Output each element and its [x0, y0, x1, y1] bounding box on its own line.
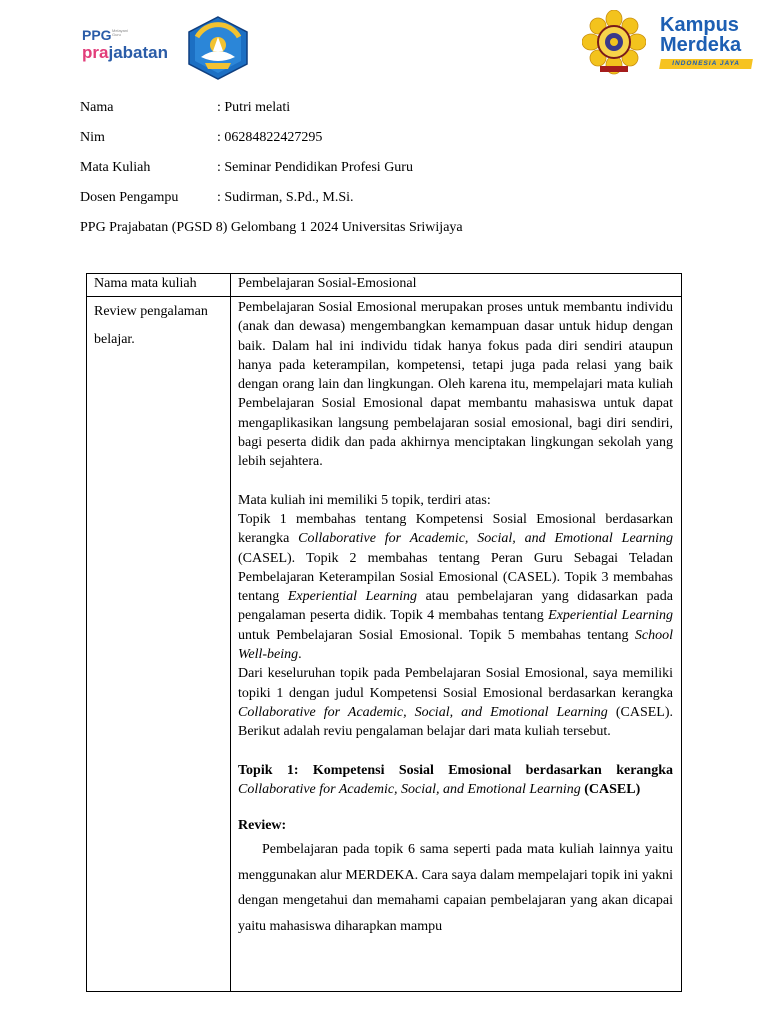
info-label: Nim	[80, 130, 105, 145]
header-logos	[0, 0, 768, 92]
ppg-logo-tagline: Melayani Guru	[112, 28, 129, 37]
info-label: Mata Kuliah	[80, 160, 151, 175]
row1-value: Pembelajaran Sosial-Emosional	[238, 276, 417, 291]
review-paragraph: Pembelajaran pada topik 6 sama seperti pada mata kuliah lainnya yaitu menggunakan alur MERDEKA. Cara saya dalam mempelajari topik ini yakni dengan mengetahui dan memahami capaian pembelajaran yang akan dicapai yaitu mahasiswa diharapkan mampu	[238, 842, 673, 934]
review-table	[86, 273, 682, 992]
row2-label-line1: Review pengalaman	[94, 304, 208, 319]
info-value: : Seminar Pendidikan Profesi Guru	[217, 160, 413, 175]
table-column-divider	[230, 274, 231, 991]
info-label: Nama	[80, 100, 114, 115]
info-value: : Putri melati	[217, 100, 291, 115]
row2-label-line2: belajar.	[94, 332, 135, 347]
intro-paragraph: Pembelajaran Sosial Emosional merupakan proses untuk membantu individu (anak dan dewasa) mengembangkan kemampuan dasar untuk hidup dengan baik. Dalam hal ini individu tidak hanya fokus pada diri sendiri ataupun hanya pada keterampilan, kompetensi, tetapi juga pada relasi yang baik dengan orang lain dan lingkungan. Oleh karena itu, mempelajari mata kuliah Pembelajaran Sosial Emosional dapat membantu mahasiswa untuk dapat mengaplikasikan langsung pembelajaran sosial emosional, bagi diri sendiri, bagi peserta didik dan pada akhirnya menciptakan lingkungan sekolah yang lebih sejahtera.	[238, 300, 673, 470]
info-value: : 06284822427295	[217, 130, 323, 145]
ppg-prajabatan-logo	[82, 27, 172, 67]
tut-wuri-handayani-logo-icon	[185, 15, 251, 81]
kampus-logo-line1: Kampus	[660, 14, 739, 36]
info-label: Dosen Pengampu	[80, 190, 179, 205]
universitas-sriwijaya-logo-icon	[582, 10, 646, 76]
review-label: Review:	[238, 818, 287, 834]
kampus-merdeka-logo	[656, 14, 756, 74]
row2-label	[94, 298, 208, 354]
kampus-logo-line2: Merdeka	[660, 34, 742, 56]
program-subtitle: PPG Prajabatan (PGSD 8) Gelombang 1 2024 Universitas Sriwijaya	[80, 220, 463, 235]
review-content	[238, 298, 673, 939]
ppg-logo-top: PPG	[82, 27, 112, 43]
info-value: : Sudirman, S.Pd., M.Si.	[217, 190, 354, 205]
row1-label: Nama mata kuliah	[94, 276, 197, 291]
topics-paragraph: Topik 1 membahas tentang Kompetensi Sosial Emosional berdasarkan kerangka Collaborative for Academic, Social, and Emotional Learning (CASEL). Topik 2 membahas tentang Peran Guru Sebagai Teladan Pembelajaran Keterampilan Sosial Emosional (CASEL). Topik 3 membahas tentang Experiential Learning atau pembelajaran yang didasarkan pada pengalaman peserta didik. Topik 4 membahas tentang Experiential Learning untuk Pembelajaran Sosial Emosional. Topik 5 membahas tentang School Well-being.	[238, 511, 674, 663]
chosen-topic-paragraph: Dari keseluruhan topik pada Pembelajaran Sosial Emosional, saya memiliki topiki 1 dengan judul Kompetensi Sosial Emosional berdasarkan kerangka Collaborative for Academic, Social, and Emotional Learning (CASEL). Berikut adalah reviu pengalaman belajar dari mata kuliah tersebut.	[238, 666, 673, 740]
table-row-divider	[87, 296, 681, 297]
ppg-logo-bottom: prajabatan	[82, 43, 168, 62]
kampus-logo-line3: INDONESIA JAYA	[659, 59, 753, 69]
topics-intro: Mata kuliah ini memiliki 5 topik, terdiri atas:	[238, 492, 491, 508]
topic-heading: Topik 1: Kompetensi Sosial Emosional berdasarkan kerangka Collaborative for Academic, Social, and Emotional Learning (CASEL)	[238, 762, 673, 797]
